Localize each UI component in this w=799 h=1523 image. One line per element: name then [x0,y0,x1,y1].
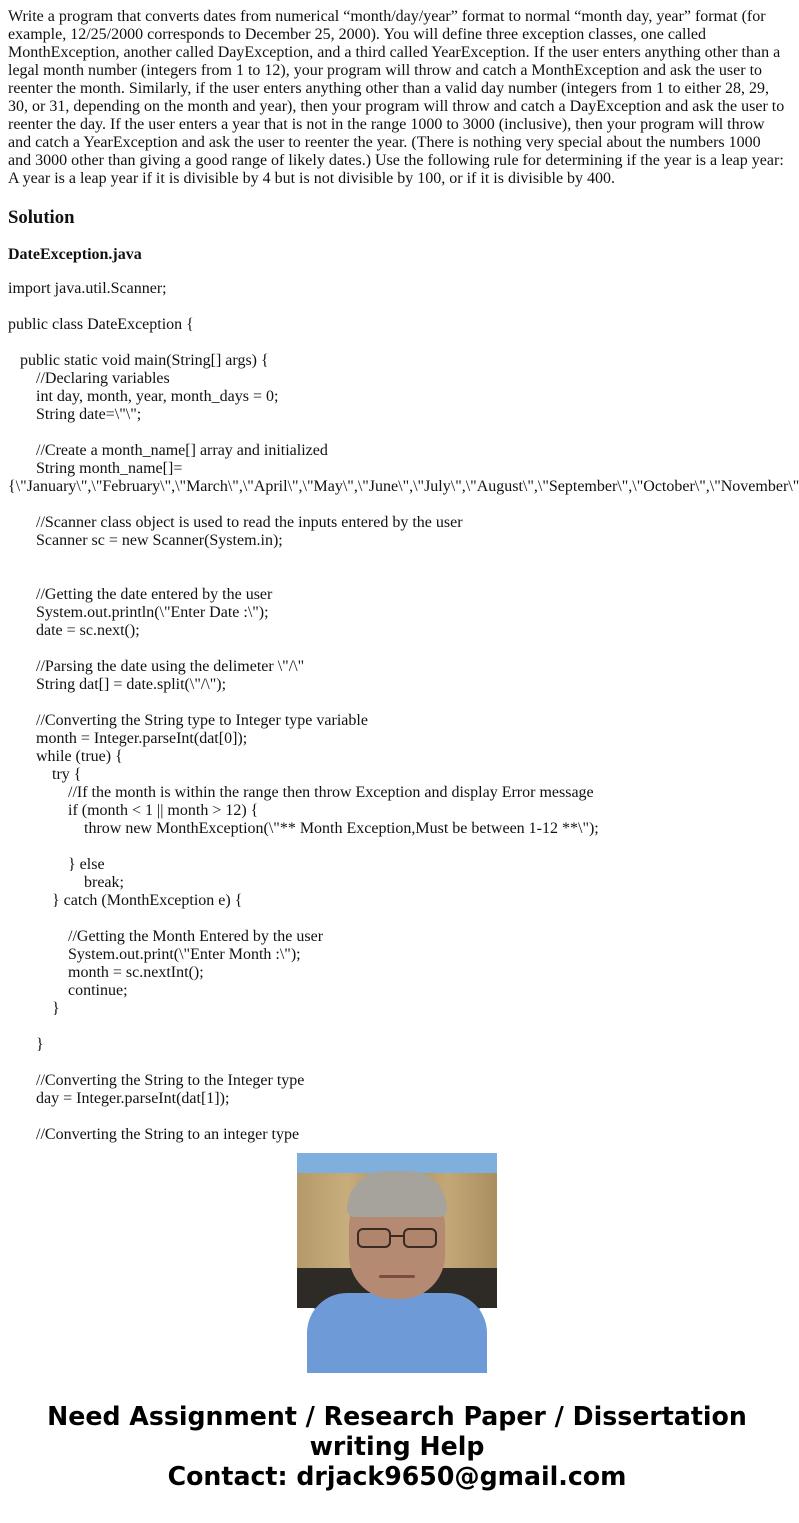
code-line: //Scanner class object is used to read the inputs entered by the user [8,514,463,531]
code-line [8,298,788,316]
code-line: String month_name[]= [8,460,183,477]
code-line: int day, month, year, month_days = 0; [8,388,279,405]
code-line: //Converting the String to an integer type [8,1126,300,1143]
code-line: } catch (MonthException e) { [8,892,243,909]
code-line: while (true) { [8,748,123,765]
code-line: //Declaring variables [8,370,170,387]
code-line: //Getting the Month Entered by the user [8,928,324,945]
code-line [8,640,788,658]
code-line [8,694,788,712]
question-line: legal month number (integers from 1 to 12), your program will throw and catch a MonthException and ask the user to [8,62,763,79]
code-line: } [8,1000,60,1017]
code-line: continue; [8,982,128,999]
code-line: throw new MonthException(\"** Month Exception,Must be between 1-12 **\"); [8,820,599,837]
question-line: MonthException, another called DayException, and a third called YearException. If the user enters anything other than a [8,44,781,61]
code-line [8,910,788,928]
promo-line-2: writing Help [309,1432,485,1462]
code-line: //Converting the String type to Integer type variable [8,712,368,729]
code-line: public class DateException { [8,316,194,333]
code-line: String dat[] = date.split(\"/\"); [8,676,227,693]
glasses-icon [357,1228,437,1250]
question-line: and catch a YearException and ask the user to reenter the year. (There is nothing very special about the numbers 1000 [8,134,761,151]
document-content [8,8,799,1143]
code-line: String date=\"\"; [8,406,142,423]
code-line [8,424,788,442]
code-line: import java.util.Scanner; [8,280,167,297]
author-avatar [297,1153,497,1353]
code-line: Scanner sc = new Scanner(System.in); [8,532,283,549]
code-line [8,568,788,586]
code-line: //Create a month_name[] array and initialized [8,442,328,459]
question-line: example, 12/25/2000 corresponds to December 25, 2000). You will define three exception classes, one called [8,26,707,43]
code-line: day = Integer.parseInt(dat[1]); [8,1090,230,1107]
code-line: } else [8,856,105,873]
code-line [8,1018,788,1036]
code-line: date = sc.next(); [8,622,140,639]
code-line: //Parsing the date using the delimeter \"/\" [8,658,305,675]
question-line: 30, or 31, depending on the month and year), then your program will throw and catch a DayException and ask the user to [8,98,785,115]
code-line [8,1108,788,1126]
question-line: A year is a leap year if it is divisible by 4 but is not divisible by 100, or if it is divisible by 400. [8,170,616,187]
code-line: //Getting the date entered by the user [8,586,273,603]
code-line [8,838,788,856]
code-line: System.out.print(\"Enter Month :\"); [8,946,301,963]
code-line [8,496,788,514]
file-name-heading: DateException.java [8,246,142,263]
code-line: System.out.println(\"Enter Date :\"); [8,604,269,621]
code-line [8,334,788,352]
solution-heading: Solution [8,207,75,228]
promo-contact: Contact: drjack9650@gmail.com [167,1462,627,1492]
code-line [8,550,788,568]
code-line: //Converting the String to the Integer type [8,1072,305,1089]
code-line: month = Integer.parseInt(dat[0]); [8,730,248,747]
promo-line-1: Need Assignment / Research Paper / Dissertation [47,1402,747,1432]
question-line: reenter the day. If the user enters a year that is not in the range 1000 to 3000 (inclusive), then your program will throw [8,116,765,133]
question-line: and 3000 other than giving a good range of likely dates.) Use the following rule for determining if the year is a leap year: [8,152,784,169]
question-line: reenter the month. Similarly, if the user enters anything other than a valid day number (integers from 1 to either 28, 29, [8,80,769,97]
code-line: public static void main(String[] args) { [8,352,269,369]
code-line: break; [8,874,124,891]
code-line: if (month < 1 || month > 12) { [8,802,259,819]
code-line [8,1054,788,1072]
code-line: try { [8,766,82,783]
code-block [8,280,799,1144]
code-line: {\"January\",\"February\",\"March\",\"April\",\"May\",\"June\",\"July\",\"August\",\"September\",\"October\",\"November\" [8,478,799,495]
code-line: } [8,1036,44,1053]
question-line: Write a program that converts dates from numerical “month/day/year” format to normal “month day, year” format (for [8,8,766,25]
question-text [8,8,788,188]
promo-banner [12,1402,782,1492]
code-line: //If the month is within the range then throw Exception and display Error message [8,784,594,801]
code-line: month = sc.nextInt(); [8,964,204,981]
